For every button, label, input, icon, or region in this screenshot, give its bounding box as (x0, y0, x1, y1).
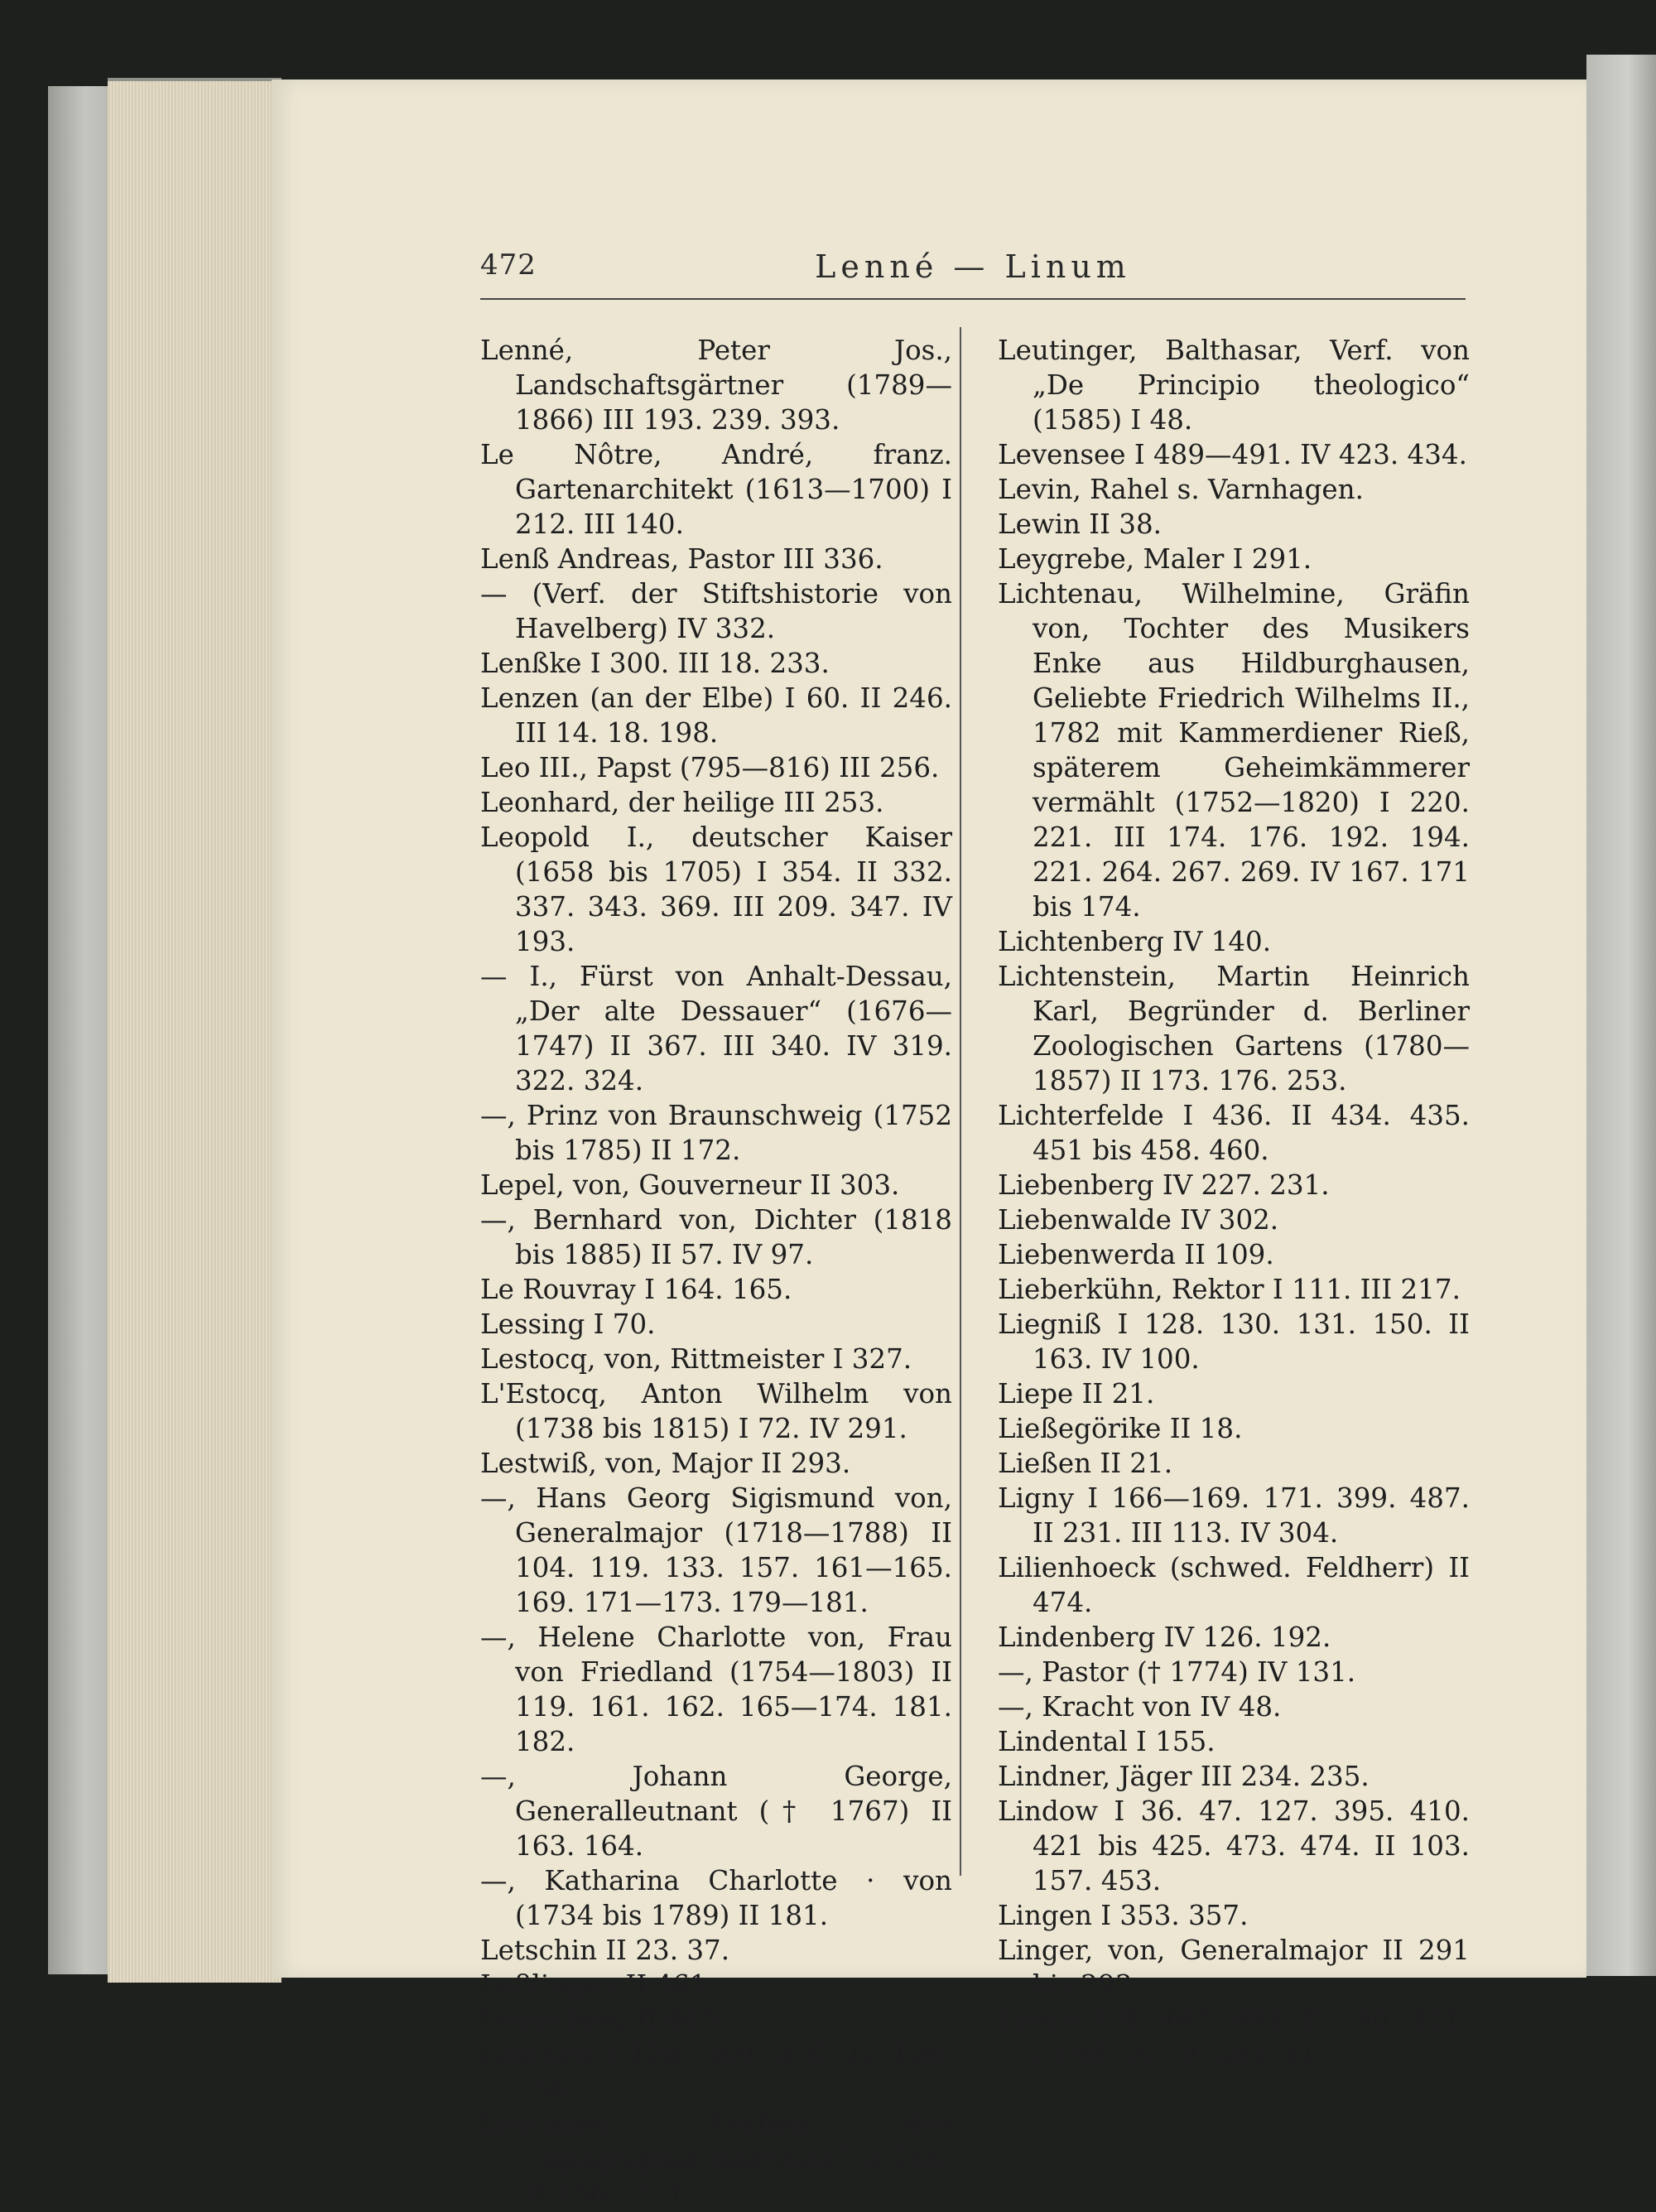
index-entry: Ließegörike II 18. (998, 1413, 1243, 1444)
index-entry: Leygrebe, Maler I 291. (998, 543, 1312, 575)
index-entry: Leonhard, der heilige III 253. (480, 787, 884, 818)
index-entry: Lindow I 36. 47. 127. 395. 410. 421 bis 425. 473. 474. II 103. 157. 453. (998, 1795, 1470, 1896)
page-header (480, 248, 1466, 300)
column-divider (960, 327, 961, 1876)
index-entry: Lenzen (an der Elbe) I 60. II 246. III 14. 18. 198. (480, 682, 952, 749)
page-number: 472 (480, 248, 537, 282)
index-entry: Liebenwalde IV 302. (998, 1204, 1279, 1236)
index-entry: Leßlingen II 461. (480, 1969, 715, 2001)
index-entry: Leutinger (Verfass. der „Topographia marchica“ II 266. III 166—171. (480, 2108, 952, 2210)
index-entry: —, Hans Georg Sigismund von, Generalmajor (1718—1788) II 104. 119. 133. 157. 161—165. 169. 171—173. 179—181. (480, 1482, 952, 1618)
index-entry: Liegniß I 128. 130. 131. 150. II 163. IV 100. (998, 1308, 1470, 1375)
index-entry: Lenné, Peter Jos., Landschaftsgärtner (1789—1866) III 193. 239. 393. (480, 335, 952, 436)
index-entry: —, Helene Charlotte von, Frau von Friedland (1754—1803) II 119. 161. 162. 165—174. 181. 182. (480, 1622, 952, 1757)
index-entry: Leutinger, Balthasar, Verf. von „De Principio theologico“ (1585) I 48. (998, 335, 1470, 436)
index-entry: Lieberkühn, Rektor I 111. III 217. (998, 1274, 1461, 1305)
index-entry: Linger, von, Generalmajor II 291 bis 293. (998, 1935, 1470, 2001)
index-entry: Liepe II 21. (998, 1378, 1155, 1410)
index-entry: L'Estocq, Anton Wilhelm von (1738 bis 1815) I 72. IV 291. (480, 1378, 952, 1444)
index-entry: Liebenwerda II 109. (998, 1239, 1274, 1270)
index-entry: Le Rouvray I 164. 165. (480, 1274, 792, 1305)
page-edges (108, 78, 282, 1983)
index-entry: Lenß Andreas, Pastor III 336. (480, 543, 883, 575)
index-entry: Ließen II 21. (998, 1448, 1173, 1479)
book-cover-right (1586, 55, 1656, 1976)
index-entry: Levensee I 489—491. IV 423. 434. (998, 439, 1467, 470)
index-entry: Lestocq, von, Rittmeister I 327. (480, 1343, 912, 1375)
index-entry: Le Nôtre, André, franz. Gartenarchitekt (1613—1700) I 212. III 140. (480, 439, 952, 540)
index-entry: — (Verf. der Stiftshistorie von Havelberg) IV 332. (480, 578, 952, 644)
index-entry: Lindner, Jäger III 234. 235. (998, 1761, 1370, 1792)
index-column-left (480, 333, 952, 2211)
index-entry: Lessing I 70. (480, 1308, 656, 1340)
index-entry: —, Kracht von IV 48. (998, 1691, 1282, 1723)
index-entry: Linum I 8. 447. 493. II 190. 191. III 98. IV 59. 404. 417. (998, 2004, 1470, 2070)
index-entry: Leuenberg II 465. (480, 2004, 726, 2036)
index-entry: — I., Fürst von Anhalt-Dessau, „Der alte Dessauer“ (1676—1747) II 367. III 340. IV 319. 322. 324. (480, 961, 952, 1096)
index-entry: Lepel, von, Gouverneur II 303. (480, 1169, 900, 1201)
index-entry: Lindental I 155. (998, 1726, 1216, 1757)
index-entry: —, Prinz von Braunschweig (1752 bis 1785) II 172. (480, 1100, 952, 1166)
index-entry: Lestwiß, von, Major II 293. (480, 1448, 851, 1479)
index-entry: Letschin II 23. 37. (480, 1935, 730, 1966)
index-column-right (998, 333, 1470, 2072)
index-entry: —, Katharina Charlotte · von (1734 bis 1789) II 181. (480, 1865, 952, 1931)
index-entry: Lingen I 353. 357. (998, 1900, 1249, 1931)
index-entry: Leuthen I 128. 369. 476. IV 100. 264. (480, 2039, 952, 2105)
index-entry: Ligny I 166—169. 171. 399. 487. II 231. III 113. IV 304. (998, 1482, 1470, 1549)
index-entry: Lichtenstein, Martin Heinrich Karl, Begründer d. Berliner Zoologischen Gartens (1780—1857) II 173. 176. 253. (998, 961, 1470, 1096)
index-entry: Leopold I., deutscher Kaiser (1658 bis 1705) I 354. II 332. 337. 343. 369. III 209. 347. IV 193. (480, 822, 952, 957)
index-entry: Lenßke I 300. III 18. 233. (480, 648, 830, 679)
index-entry: Lindenberg IV 126. 192. (998, 1622, 1331, 1653)
running-head: Lenné — Linum (815, 248, 1131, 285)
index-entry: Lichtenau, Wilhelmine, Gräfin von, Tochter des Musikers Enke aus Hildburghausen, Geliebte Friedrich Wilhelms II., 1782 mit Kammerdiener Rieß, späterem Geheimkämmerer vermählt (1752—1820) I 220. 221. III 174. 176. 192. 194. 221. 264. 267. 269. IV 167. 171 bis 174. (998, 578, 1470, 923)
index-entry: Leo III., Papst (795—816) III 256. (480, 752, 940, 783)
index-entry: Lilienhoeck (schwed. Feldherr) II 474. (998, 1552, 1470, 1618)
index-entry: Lichtenberg IV 140. (998, 926, 1272, 957)
index-entry: Lewin II 38. (998, 508, 1162, 540)
index-entry: —, Bernhard von, Dichter (1818 bis 1885) II 57. IV 97. (480, 1204, 952, 1270)
index-entry: —, Johann George, Generalleutnant († 1767) II 163. 164. (480, 1761, 952, 1862)
index-entry: Levin, Rahel s. Varnhagen. (998, 474, 1364, 505)
index-entry: Lichterfelde I 436. II 434. 435. 451 bis 458. 460. (998, 1100, 1470, 1166)
index-entry: Liebenberg IV 227. 231. (998, 1169, 1330, 1201)
index-entry: —, Pastor († 1774) IV 131. (998, 1656, 1356, 1688)
book-cover-left (48, 86, 116, 1974)
